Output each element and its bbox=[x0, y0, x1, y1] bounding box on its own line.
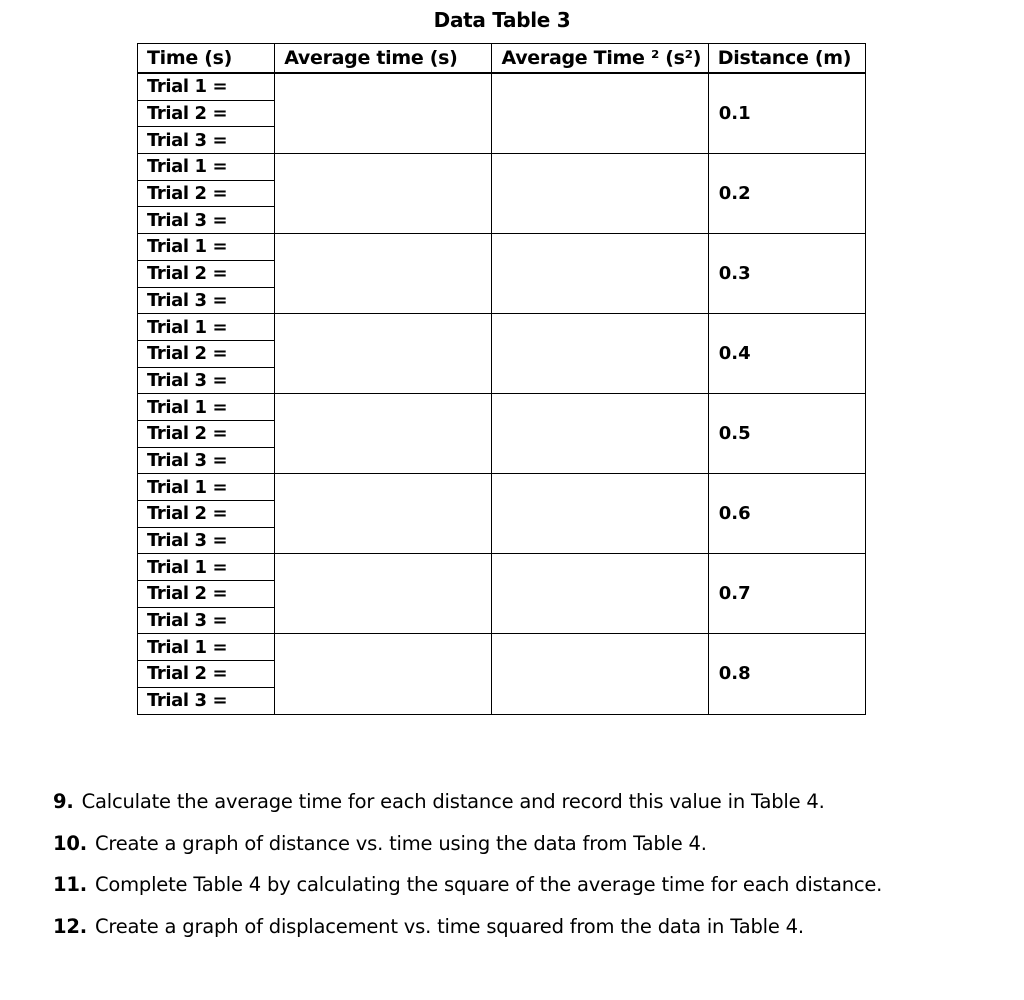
trial-cell: Trial 3 = bbox=[138, 367, 275, 394]
average-time-cell[interactable] bbox=[275, 154, 492, 234]
average-time-cell[interactable] bbox=[275, 234, 492, 314]
header-distance: Distance (m) bbox=[708, 44, 865, 74]
trial-cell: Trial 3 = bbox=[138, 287, 275, 314]
distance-cell: 0.1 bbox=[708, 73, 865, 154]
instruction-number: 12. bbox=[53, 914, 87, 938]
instruction-number: 9. bbox=[53, 790, 74, 813]
trial-cell: Trial 3 = bbox=[138, 447, 275, 474]
average-time-squared-cell[interactable] bbox=[492, 234, 708, 314]
distance-cell: 0.6 bbox=[708, 474, 865, 554]
trial-cell: Trial 1 = bbox=[138, 314, 275, 341]
distance-cell: 0.3 bbox=[708, 234, 865, 314]
average-time-cell[interactable] bbox=[275, 314, 492, 394]
distance-cell: 0.4 bbox=[708, 314, 865, 394]
trial-cell: Trial 3 = bbox=[138, 207, 275, 234]
instruction-item bbox=[53, 788, 1013, 830]
header-average-time-squared: Average Time ² (s²) bbox=[492, 44, 708, 74]
data-table bbox=[137, 43, 866, 715]
trial-cell: Trial 1 = bbox=[138, 554, 275, 581]
trial-cell: Trial 3 = bbox=[138, 607, 275, 634]
instruction-item bbox=[53, 913, 1013, 955]
average-time-squared-cell[interactable] bbox=[492, 554, 708, 634]
instruction-number: 10. bbox=[53, 831, 87, 855]
header-time: Time (s) bbox=[138, 44, 275, 74]
table-row bbox=[138, 314, 866, 341]
instruction-item bbox=[53, 871, 1013, 913]
instruction-text: Complete Table 4 by calculating the square of the average time for each distance. bbox=[94, 873, 883, 896]
instruction-item bbox=[53, 830, 1013, 872]
table-body bbox=[138, 73, 866, 714]
trial-cell: Trial 2 = bbox=[138, 340, 275, 367]
distance-cell: 0.5 bbox=[708, 394, 865, 474]
table-row bbox=[138, 634, 866, 661]
trial-cell: Trial 1 = bbox=[138, 234, 275, 261]
trial-cell: Trial 2 = bbox=[138, 260, 275, 287]
table-row bbox=[138, 394, 866, 421]
distance-cell: 0.7 bbox=[708, 554, 865, 634]
trial-cell: Trial 1 = bbox=[138, 73, 275, 100]
trial-cell: Trial 2 = bbox=[138, 581, 275, 608]
trial-cell: Trial 3 = bbox=[138, 527, 275, 554]
average-time-squared-cell[interactable] bbox=[492, 314, 708, 394]
table-row bbox=[138, 234, 866, 261]
trial-cell: Trial 2 = bbox=[138, 501, 275, 528]
distance-cell: 0.2 bbox=[708, 154, 865, 234]
average-time-squared-cell[interactable] bbox=[492, 474, 708, 554]
average-time-cell[interactable] bbox=[275, 394, 492, 474]
instruction-text: Calculate the average time for each distance and record this value in Table 4. bbox=[81, 790, 825, 813]
table-title: Data Table 3 bbox=[433, 8, 571, 32]
average-time-squared-cell[interactable] bbox=[492, 154, 708, 234]
table-row bbox=[138, 474, 866, 501]
trial-cell: Trial 2 = bbox=[138, 100, 275, 127]
trial-cell: Trial 1 = bbox=[138, 394, 275, 421]
average-time-squared-cell[interactable] bbox=[492, 634, 708, 714]
trial-cell: Trial 1 = bbox=[138, 474, 275, 501]
average-time-cell[interactable] bbox=[275, 634, 492, 714]
average-time-squared-cell[interactable] bbox=[492, 73, 708, 154]
header-average-time: Average time (s) bbox=[275, 44, 492, 74]
average-time-cell[interactable] bbox=[275, 73, 492, 154]
trial-cell: Trial 2 = bbox=[138, 661, 275, 688]
table-row bbox=[138, 554, 866, 581]
trial-cell: Trial 1 = bbox=[138, 154, 275, 181]
table-row bbox=[138, 73, 866, 100]
instruction-text: Create a graph of displacement vs. time squared from the data in Table 4. bbox=[94, 914, 804, 938]
trial-cell: Trial 3 = bbox=[138, 127, 275, 154]
average-time-squared-cell[interactable] bbox=[492, 394, 708, 474]
distance-cell: 0.8 bbox=[708, 634, 865, 714]
trial-cell: Trial 2 = bbox=[138, 420, 275, 447]
instructions-list bbox=[53, 788, 1013, 954]
table-row bbox=[138, 154, 866, 181]
header-row bbox=[138, 44, 866, 74]
average-time-cell[interactable] bbox=[275, 554, 492, 634]
instruction-number: 11. bbox=[53, 873, 87, 896]
trial-cell: Trial 3 = bbox=[138, 687, 275, 714]
trial-cell: Trial 1 = bbox=[138, 634, 275, 661]
trial-cell: Trial 2 = bbox=[138, 180, 275, 207]
instruction-text: Create a graph of distance vs. time using the data from Table 4. bbox=[94, 831, 707, 855]
average-time-cell[interactable] bbox=[275, 474, 492, 554]
